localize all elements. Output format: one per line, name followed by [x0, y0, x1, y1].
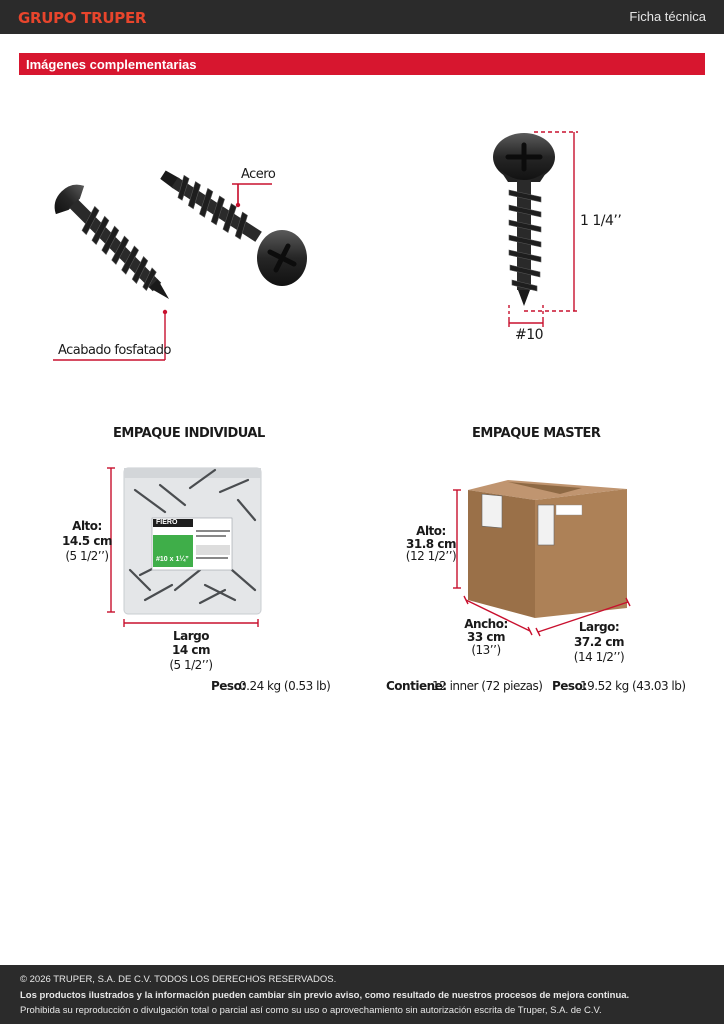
master-width-label: Ancho:: [464, 617, 508, 631]
individual-weight-value: 0.24 kg (0.53 lb): [239, 679, 331, 693]
bag-size: #10 x 1¼”: [156, 556, 189, 563]
individual-package-title: EMPAQUE INDIVIDUAL: [113, 426, 265, 441]
individual-height-imperial: (5 1/2’’): [65, 549, 109, 563]
footer: [0, 965, 724, 1024]
master-height-metric: 31.8 cm: [406, 537, 456, 551]
material-callout: Acero: [241, 167, 276, 182]
master-length-imperial: (14 1/2’’): [573, 650, 625, 664]
footer-copyright: © 2026 TRUPER, S.A. DE C.V. TODOS LOS DERECHOS RESERVADOS.: [20, 974, 337, 985]
document-type: Ficha técnica: [629, 9, 706, 24]
individual-height-metric: 14.5 cm: [62, 534, 112, 548]
individual-length-metric: 14 cm: [172, 643, 210, 657]
master-width-metric: 33 cm: [467, 630, 505, 644]
master-weight-value: 19.52 kg (43.03 lb): [580, 679, 686, 693]
individual-weight-label: Peso:: [211, 679, 246, 693]
master-package-title: EMPAQUE MASTER: [472, 426, 601, 441]
screw-gauge-label: #10: [515, 327, 544, 343]
finish-callout: Acabado fosfatado: [58, 343, 171, 358]
brand-logo: GRUPO TRUPER: [18, 9, 147, 27]
master-length-label: Largo:: [578, 620, 620, 634]
footer-prohibition: Prohibida su reproducción o divulgación total o parcial así como su uso o aprovechamiento sin autorización escrita de Truper, S.A. de C.V.: [20, 1005, 602, 1016]
master-height-imperial: (12 1/2’’): [405, 549, 457, 563]
screw-length-label: 1 1/4’’: [580, 213, 622, 229]
master-contents-value: 12 inner (72 piezas): [432, 679, 543, 693]
footer-notice: Los productos ilustrados y la información pueden cambiar sin previo aviso, como resultado de nuestros procesos de mejora continua.: [20, 990, 630, 1001]
section-title: Imágenes complementarias: [26, 57, 197, 72]
master-weight-label: Peso:: [552, 679, 587, 693]
individual-length-label: Largo: [173, 629, 209, 643]
master-contents-label: Contiene:: [386, 679, 447, 693]
individual-height-label: Alto:: [72, 519, 102, 533]
master-width-imperial: (13’’): [471, 643, 501, 657]
master-length-metric: 37.2 cm: [574, 635, 624, 649]
individual-length-imperial: (5 1/2’’): [169, 658, 213, 672]
master-height-label: Alto:: [416, 524, 446, 538]
bag-brand: FIERO: [156, 519, 178, 526]
